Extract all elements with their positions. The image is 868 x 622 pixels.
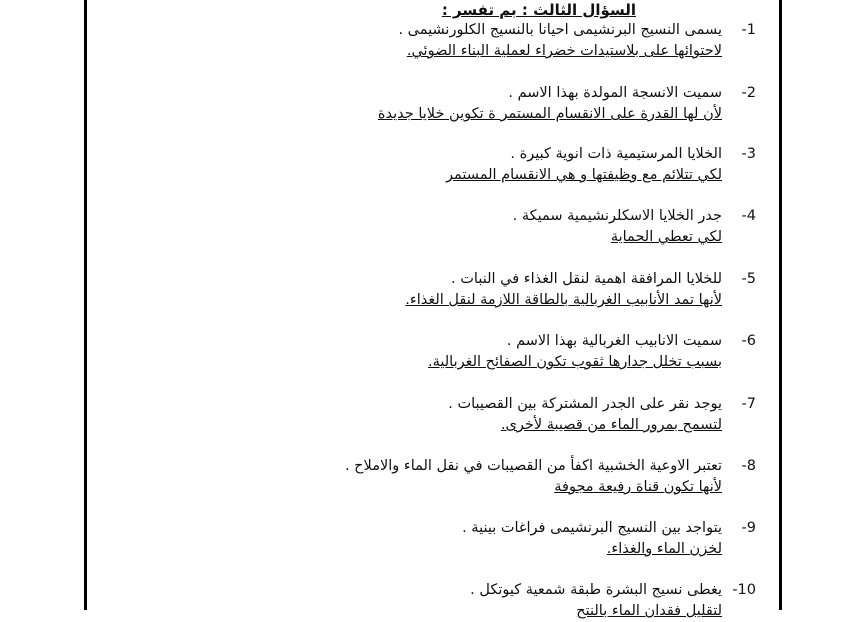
document-page xyxy=(92,0,772,619)
answer-text: لتسمح بمرور الماء من قصيبة لأخرى. xyxy=(500,417,722,433)
question-number: -4 xyxy=(741,208,756,224)
question-text: سميت الانابيب الغربالية بهذا الاسم . xyxy=(506,333,722,349)
question-item xyxy=(116,20,756,62)
answer-text: لتقليل فقدان الماء بالنتح xyxy=(576,603,722,619)
question-item xyxy=(116,206,756,248)
question-item xyxy=(116,331,756,373)
answer-text: لاحتوائها على بلاستيدات خضراء لعملية البناء الضوئي. xyxy=(406,43,722,59)
question-number: -3 xyxy=(741,146,756,162)
section-title: السؤال الثالث : بم تفسر : xyxy=(441,1,636,19)
question-item xyxy=(116,394,756,436)
question-number: -5 xyxy=(741,271,756,287)
question-item xyxy=(116,580,756,622)
answer-text: لأن لها القدرة على الانقسام المستمر ة تكوين خلايا جديدة xyxy=(377,106,722,122)
question-text: للخلايا المرافقة اهمية لنقل الغذاء في النبات . xyxy=(451,271,722,287)
question-text: يسمى النسيج البرنشيمى احيانا بالنسيج الكلورنشيمى . xyxy=(398,22,722,38)
question-number: -10 xyxy=(732,582,756,598)
page-border-left xyxy=(84,0,87,610)
question-item xyxy=(116,456,756,498)
question-number: -6 xyxy=(741,333,756,349)
question-number: -8 xyxy=(741,458,756,474)
question-number: -1 xyxy=(741,22,756,38)
answer-text: لكي تتلائم مع وظيفتها و هي الانقسام المستمر xyxy=(446,167,722,183)
answer-text: لأنها تمد الأنابيب الغربالية بالطاقة اللازمة لنقل الغذاء. xyxy=(405,292,722,308)
question-text: يغطى نسيج البشرة طبقة شمعية كيوتكل . xyxy=(470,582,722,598)
answer-text: لأنها تكون قناة رفيعة مجوفة xyxy=(554,479,722,495)
question-text: يوجد نقر على الجدر المشتركة بين القصيبات . xyxy=(448,396,722,412)
question-text: جدر الخلايا الاسكلرنشيمية سميكة . xyxy=(512,208,722,224)
question-item xyxy=(116,269,756,311)
question-text: تعتبر الاوعية الخشبية اكفأ من القصيبات في نقل الماء والاملاح . xyxy=(344,458,722,474)
page-border-right xyxy=(779,0,782,610)
question-item xyxy=(116,518,756,560)
question-number: -2 xyxy=(741,85,756,101)
answer-text: لخزن الماء والغذاء. xyxy=(606,541,722,557)
answer-text: بسبب تخلل جدارها ثقوب تكون الصفائح الغربالية. xyxy=(427,354,722,370)
question-item xyxy=(116,83,756,125)
question-text: يتواجد بين النسيج البرنشيمى فراغات بينية . xyxy=(462,520,722,536)
question-text: الخلايا المرستيمية ذات انوية كبيرة . xyxy=(510,146,722,162)
answer-text: لكي تعطي الحماية xyxy=(610,229,722,245)
question-text: سميت الانسجة المولدة بهذا الاسم . xyxy=(508,85,722,101)
question-item xyxy=(116,144,756,186)
question-number: -9 xyxy=(741,520,756,536)
question-number: -7 xyxy=(741,396,756,412)
